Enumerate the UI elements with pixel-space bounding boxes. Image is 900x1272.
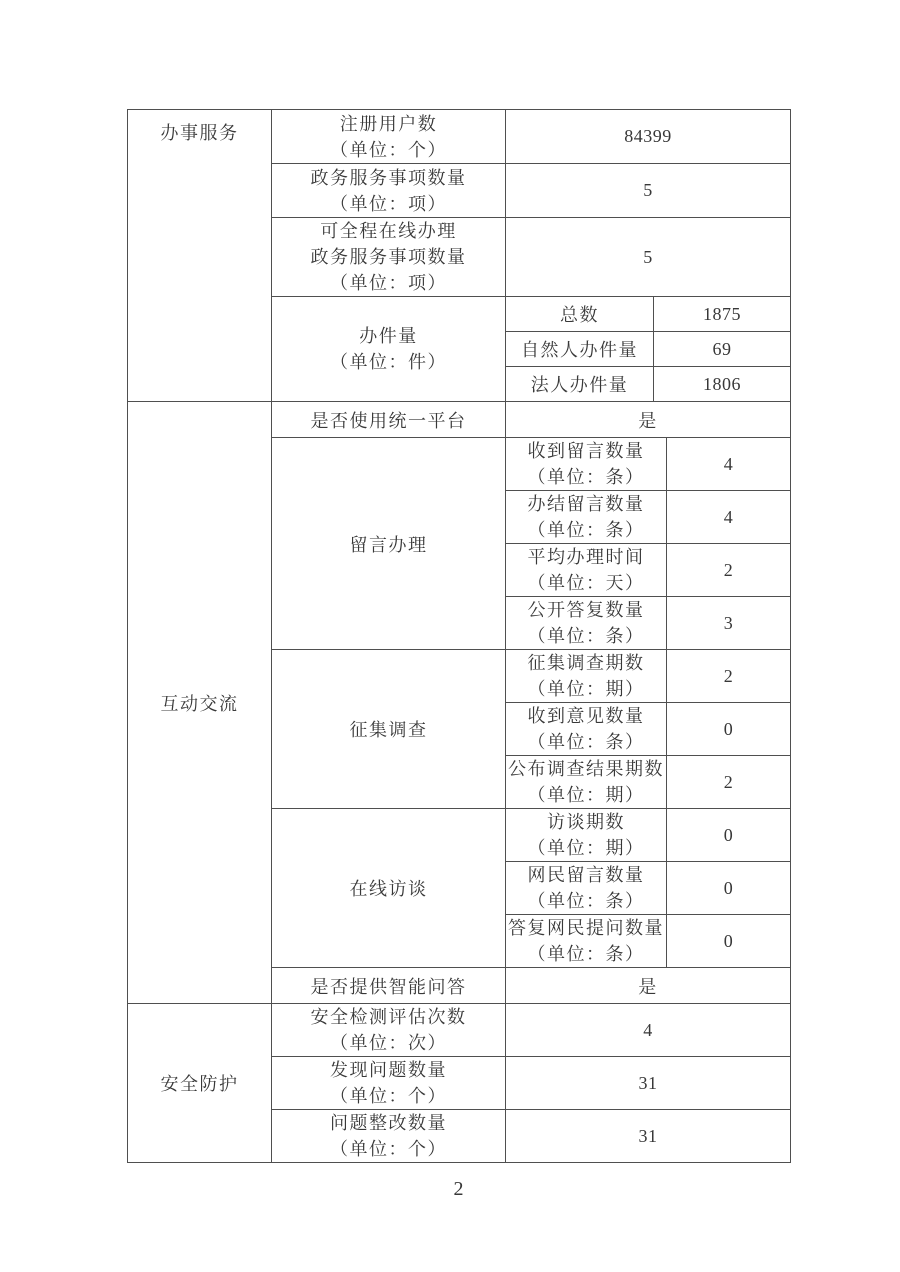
section-banshi-fuwu — [127, 109, 791, 402]
metric-label: 安全检测评估次数 — [310, 1007, 467, 1027]
metric-label-cell — [272, 1110, 506, 1163]
submetric-label-cell — [506, 544, 667, 597]
metric-label-cell — [272, 110, 506, 164]
submetric-value-cell: 0 — [667, 862, 791, 915]
submetric-label-cell — [506, 703, 667, 756]
submetric-value-cell: 4 — [667, 491, 791, 544]
metric-value-cell: 5 — [506, 164, 791, 218]
submetric-value-cell: 0 — [667, 915, 791, 968]
metric-value-cell: 31 — [506, 1110, 791, 1163]
metric-label: 可全程在线办理 — [320, 221, 457, 241]
submetric-label-cell — [506, 438, 667, 491]
submetric-value-cell: 69 — [654, 332, 791, 367]
submetric-unit: （单位：条） — [527, 891, 645, 911]
metric-value-cell: 5 — [506, 218, 791, 297]
submetric-unit: （单位：期） — [527, 679, 645, 699]
submetric-unit: （单位：期） — [527, 838, 645, 858]
metric-unit: （单位：项） — [330, 273, 447, 293]
metric-label-cell: 是否使用统一平台 — [272, 402, 506, 438]
submetric-label: 征集调查期数 — [527, 653, 645, 673]
section-anquan-fanghu — [127, 1003, 791, 1163]
submetric-value-cell: 1806 — [654, 367, 791, 402]
submetric-label-cell — [506, 650, 667, 703]
metric-label: 发现问题数量 — [330, 1060, 447, 1080]
metric-unit: （单位：项） — [330, 193, 447, 214]
submetric-label-cell — [506, 491, 667, 544]
metric-label-cell — [272, 1004, 506, 1057]
submetric-label-cell: 自然人办件量 — [506, 332, 654, 367]
group-unit: （单位：件） — [330, 352, 447, 372]
submetric-unit: （单位：条） — [527, 520, 645, 540]
group-label-cell: 在线访谈 — [272, 809, 506, 968]
submetric-value-cell: 2 — [667, 544, 791, 597]
page-number: 2 — [453, 1178, 464, 1200]
metric-label: 政务服务事项数量 — [310, 247, 467, 267]
metric-unit: （单位：次） — [330, 1033, 447, 1053]
submetric-unit: （单位：条） — [527, 732, 645, 752]
metric-unit: （单位：个） — [330, 1139, 447, 1159]
metric-label: 政务服务事项数量 — [310, 167, 467, 188]
submetric-label: 收到留言数量 — [527, 441, 645, 461]
category-cell: 互动交流 — [128, 402, 272, 1004]
submetric-value-cell: 1875 — [654, 297, 791, 332]
submetric-label: 收到意见数量 — [527, 706, 645, 726]
group-label-cell: 征集调查 — [272, 650, 506, 809]
metric-value-cell: 4 — [506, 1004, 791, 1057]
metric-label: 问题整改数量 — [330, 1113, 447, 1133]
metric-value-cell: 是 — [506, 402, 791, 438]
metric-label-cell: 是否提供智能问答 — [272, 968, 506, 1004]
metric-value-cell: 是 — [506, 968, 791, 1004]
submetric-value-cell: 4 — [667, 438, 791, 491]
metric-value-cell: 84399 — [506, 110, 791, 164]
submetric-label: 访谈期数 — [547, 812, 625, 832]
metric-value-cell: 31 — [506, 1057, 791, 1110]
submetric-label: 网民留言数量 — [527, 865, 645, 885]
submetric-label: 答复网民提问数量 — [508, 918, 664, 938]
metric-unit: （单位：个） — [330, 1086, 447, 1106]
report-table — [127, 109, 790, 1163]
submetric-label-cell — [506, 809, 667, 862]
group-label-cell — [272, 297, 506, 402]
submetric-label: 公布调查结果期数 — [508, 759, 664, 779]
submetric-value-cell: 3 — [667, 597, 791, 650]
metric-label-cell — [272, 1057, 506, 1110]
submetric-label: 办结留言数量 — [527, 494, 645, 514]
submetric-unit: （单位：条） — [527, 944, 645, 964]
submetric-unit: （单位：天） — [527, 573, 645, 593]
submetric-unit: （单位：期） — [527, 785, 645, 805]
submetric-label-cell — [506, 756, 667, 809]
submetric-label-cell — [506, 597, 667, 650]
submetric-label: 平均办理时间 — [527, 547, 645, 567]
metric-label-cell — [272, 218, 506, 297]
submetric-value-cell: 2 — [667, 650, 791, 703]
metric-label: 注册用户数 — [339, 113, 438, 134]
submetric-label-cell — [506, 862, 667, 915]
submetric-label: 公开答复数量 — [527, 600, 645, 620]
metric-unit: （单位：个） — [330, 139, 447, 160]
submetric-label-cell: 总数 — [506, 297, 654, 332]
group-label: 办件量 — [359, 326, 418, 346]
section-hudong-jiaoliu — [127, 401, 791, 1004]
submetric-label-cell — [506, 915, 667, 968]
submetric-label-cell: 法人办件量 — [506, 367, 654, 402]
submetric-unit: （单位：条） — [527, 467, 645, 487]
submetric-unit: （单位：条） — [527, 626, 645, 646]
submetric-value-cell: 0 — [667, 703, 791, 756]
category-cell: 办事服务 — [128, 110, 272, 402]
metric-label-cell — [272, 164, 506, 218]
submetric-value-cell: 0 — [667, 809, 791, 862]
submetric-value-cell: 2 — [667, 756, 791, 809]
category-cell: 安全防护 — [128, 1004, 272, 1163]
group-label-cell: 留言办理 — [272, 438, 506, 650]
